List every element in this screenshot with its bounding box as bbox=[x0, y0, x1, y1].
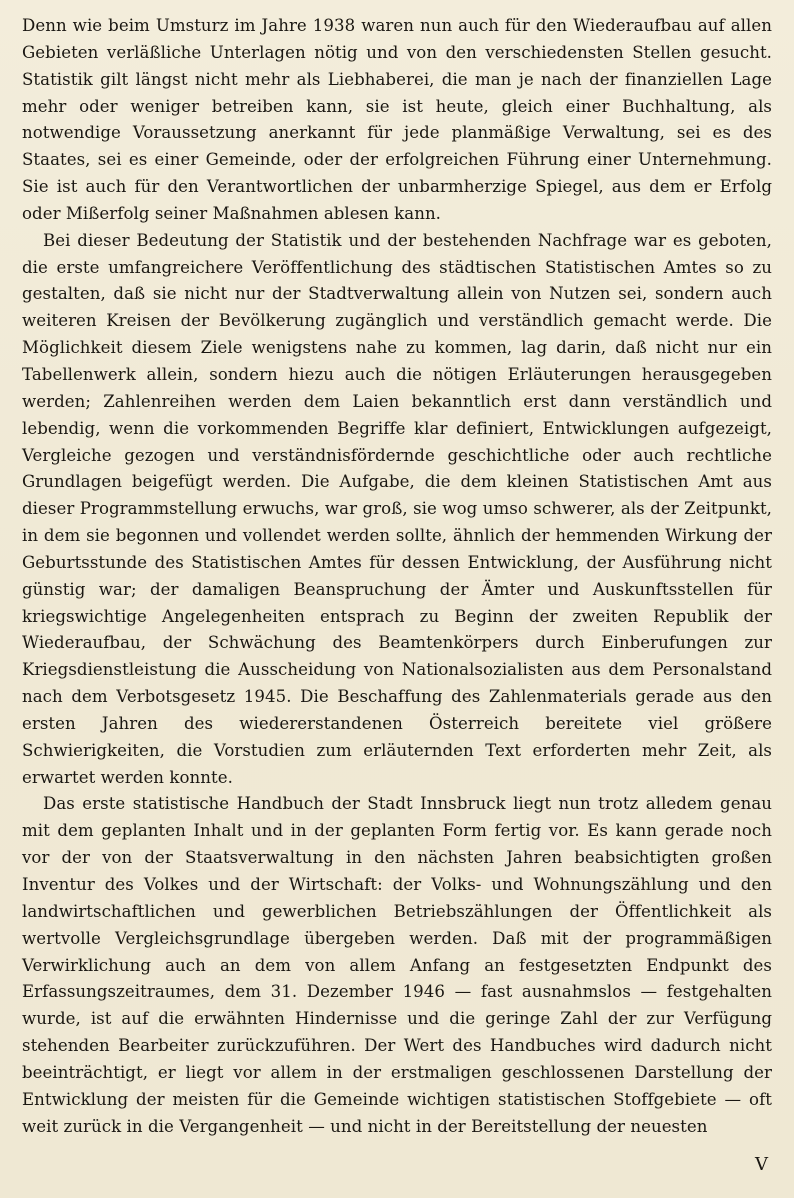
body-text bbox=[22, 13, 772, 1140]
paragraph-1: Denn wie beim Umsturz im Jahre 1938 waren nun auch für den Wiederaufbau auf allen Gebieten verläßliche Unterlagen nötig und von den verschiedensten Stellen gesucht. Statistik gilt längst nicht mehr als Liebhaberei, die man je nach der finanziellen Lage mehr oder weniger betreiben kann, sie ist heute, gleich einer Buchhaltung, als notwendige Voraussetzung anerkannt für jede planmäßige Verwaltung, sei es des Staates, sei es einer Gemeinde, oder der erfolgreichen Führung einer Unternehmung. Sie ist auch für den Verantwortlichen der unbarmherzige Spiegel, aus dem er Erfolg oder Mißerfolg seiner Maßnahmen ablesen kann. bbox=[22, 16, 772, 223]
paragraph-2: Bei dieser Bedeutung der Statistik und der bestehenden Nachfrage war es geboten, die erste umfangreichere Veröffentlichung des städtischen Statistischen Amtes so zu gestalten, daß sie nicht nur der Stadtverwaltung allein von Nutzen sei, sondern auch weiteren Kreisen der Bevölkerung zugänglich und verständlich gemacht werde. Die Möglichkeit diesem Ziele wenigstens nahe zu kommen, lag darin, daß nicht nur ein Tabellenwerk allein, sondern hiezu auch die nötigen Erläuterungen herausgegeben werden; Zahlenreihen werden dem Laien bekanntlich erst dann verständlich und lebendig, wenn die vorkommenden Begriffe klar definiert, Entwicklungen aufgezeigt, Vergleiche gezogen und verständnisfördernde geschichtliche oder auch rechtliche Grundlagen beigefügt werden. Die Aufgabe, die dem kleinen Statistischen Amt aus dieser Programmstellung erwuchs, war groß, sie wog umso schwerer, als der Zeitpunkt, in dem sie begonnen und vollendet werden sollte, ähnlich der hemmenden Wirkung der Geburtsstunde des Statistischen Amtes für dessen Entwicklung, der Ausführung nicht günstig war; der damaligen Beanspruchung der Ämter und Auskunftsstellen für kriegswichtige Angelegenheiten entsprach zu Beginn der zweiten Republik der Wiederaufbau, der Schwächung des Beamtenkörpers durch Einberufungen zur Kriegsdienstleistung die Ausscheidung von Nationalsozialisten aus dem Personalstand nach dem Verbotsgesetz 1945. Die Beschaffung des Zahlenmaterials gerade aus den ersten Jahren des wiedererstandenen Österreich bereitete viel größere Schwierigkeiten, die Vorstudien zum erläuternden Text erforderten mehr Zeit, als erwartet werden konnte. bbox=[22, 230, 772, 787]
page-number: V bbox=[755, 1154, 768, 1175]
paragraph-3: Das erste statistische Handbuch der Stadt Innsbruck liegt nun trotz alledem genau mit dem geplanten Inhalt und in der geplanten Form fertig vor. Es kann gerade noch vor der von der Staatsverwaltung in den nächsten Jahren beabsichtigten großen Inventur des Volkes und der Wirtschaft: der Volks- und Wohnungszählung und den landwirtschaftlichen und gewerblichen Betriebszählungen der Öffentlichkeit als wertvolle Vergleichsgrundlage übergeben werden. Daß mit der programmäßigen Verwirklichung auch an dem von allem Anfang an festgesetzten Endpunkt des Erfassungszeitraumes, dem 31. Dezember 1946 — fast ausnahmslos — festgehalten wurde, ist auf die erwähnten Hindernisse und die geringe Zahl der zur Verfügung stehenden Bearbeiter zurückzuführen. Der Wert des Handbuches wird dadurch nicht beeinträchtigt, er liegt vor allem in der erstmaligen geschlossenen Darstellung der Entwicklung der meisten für die Gemeinde wichtigen statistischen Stoffgebiete — oft weit zurück in die Vergangenheit — und nicht in der Bereitstellung der neuesten bbox=[22, 794, 772, 1136]
